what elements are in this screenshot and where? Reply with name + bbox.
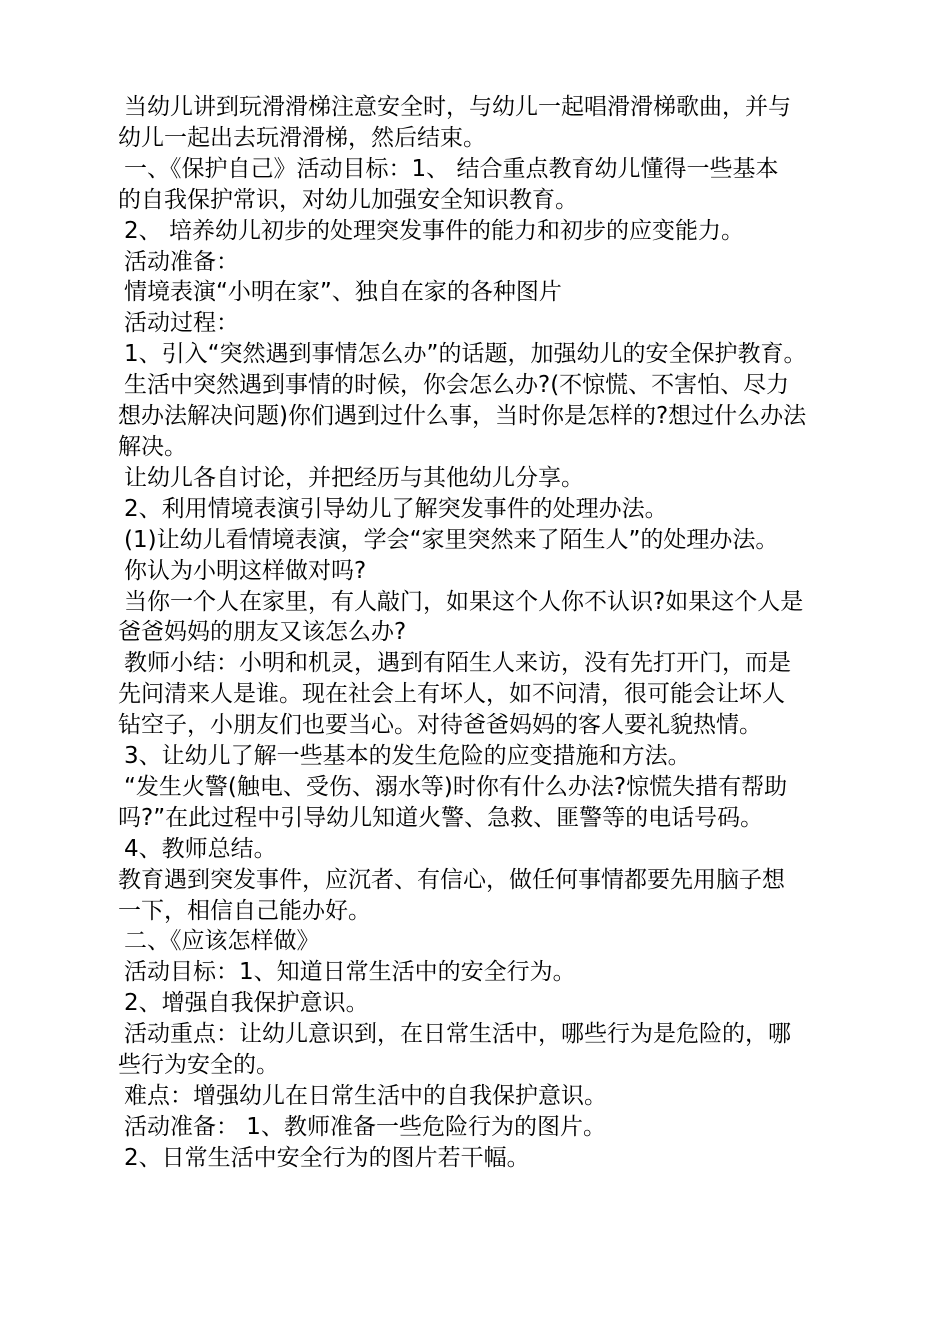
text-line: 1、引入“突然遇到事情怎么办”的话题，加强幼儿的安全保护教育。 — [124, 341, 807, 368]
text-line: 二、《应该怎样做》 — [124, 928, 320, 955]
text-line: 活动过程： — [124, 310, 239, 337]
text-line: 吗?”在此过程中引导幼儿知道火警、急救、匪警等的电话号码。 — [118, 804, 764, 831]
text-line: 钻空子，小朋友们也要当心。对待爸爸妈妈的客人要礼貌热情。 — [118, 712, 762, 739]
text-line: 爸爸妈妈的朋友又该怎么办? — [118, 619, 407, 646]
text-line: 难点：增强幼儿在日常生活中的自我保护意识。 — [124, 1083, 607, 1109]
text-line: 活动准备： — [124, 248, 239, 275]
text-line: 想办法解决问题)你们遇到过什么事，当时你是怎样的?想过什么办法 — [118, 403, 807, 430]
text-line: “发生火警(触电、受伤、溺水等)时你有什么办法?惊慌失措有帮助 — [124, 773, 788, 800]
text-line: 让幼儿各自讨论，并把经历与其他幼儿分享。 — [124, 464, 584, 491]
text-line: 2、利用情境表演引导幼儿了解突发事件的处理办法。 — [124, 495, 668, 522]
text-line: 情境表演“小明在家”、独自在家的各种图片 — [124, 279, 562, 306]
text-line: 2、 培养幼儿初步的处理突发事件的能力和初步的应变能力。 — [124, 217, 744, 244]
text-line: 活动重点：让幼儿意识到，在日常生活中，哪些行为是危险的，哪 — [124, 1021, 791, 1048]
text-line: 4、教师总结。 — [124, 835, 277, 862]
text-line: 当你一个人在家里，有人敲门，如果这个人你不认识?如果这个人是 — [124, 588, 804, 615]
text-line: 当幼儿讲到玩滑滑梯注意安全时，与幼儿一起唱滑滑梯歌曲，并与 — [124, 94, 791, 120]
text-line: 活动目标：1、知道日常生活中的安全行为。 — [124, 959, 576, 986]
text-line: 幼儿一起出去玩滑滑梯，然后结束。 — [118, 124, 486, 151]
text-line: 一、《保护自己》活动目标：1、 结合重点教育幼儿懂得一些基本 — [124, 155, 779, 182]
text-line: 先问清来人是谁。现在社会上有坏人，如不问清，很可能会让坏人 — [118, 681, 785, 708]
text-line: 教育遇到突发事件，应沉者、有信心，做任何事情都要先用脑子想 — [118, 866, 785, 893]
text-line: 解决。 — [118, 433, 187, 460]
document-page — [118, 92, 838, 1174]
text-line: 的自我保护常识，对幼儿加强安全知识教育。 — [118, 186, 578, 213]
text-line: 2、增强自我保护意识。 — [124, 990, 369, 1017]
text-line: 你认为小明这样做对吗? — [124, 557, 367, 584]
text-line: 2、日常生活中安全行为的图片若干幅。 — [124, 1144, 530, 1171]
text-line: 教师小结：小明和机灵，遇到有陌生人来访，没有先打开门，而是 — [124, 650, 791, 677]
text-line: 一下，相信自己能办好。 — [118, 897, 371, 924]
text-line: (1)让幼儿看情境表演，学会“家里突然来了陌生人”的处理办法。 — [124, 526, 779, 553]
text-line: 生活中突然遇到事情的时候，你会怎么办?(不惊慌、不害怕、尽力 — [124, 372, 790, 399]
text-line: 活动准备： 1、教师准备一些危险行为的图片。 — [124, 1113, 606, 1140]
text-line: 3、让幼儿了解一些基本的发生危险的应变措施和方法。 — [124, 743, 691, 770]
text-line: 些行为安全的。 — [118, 1052, 279, 1079]
